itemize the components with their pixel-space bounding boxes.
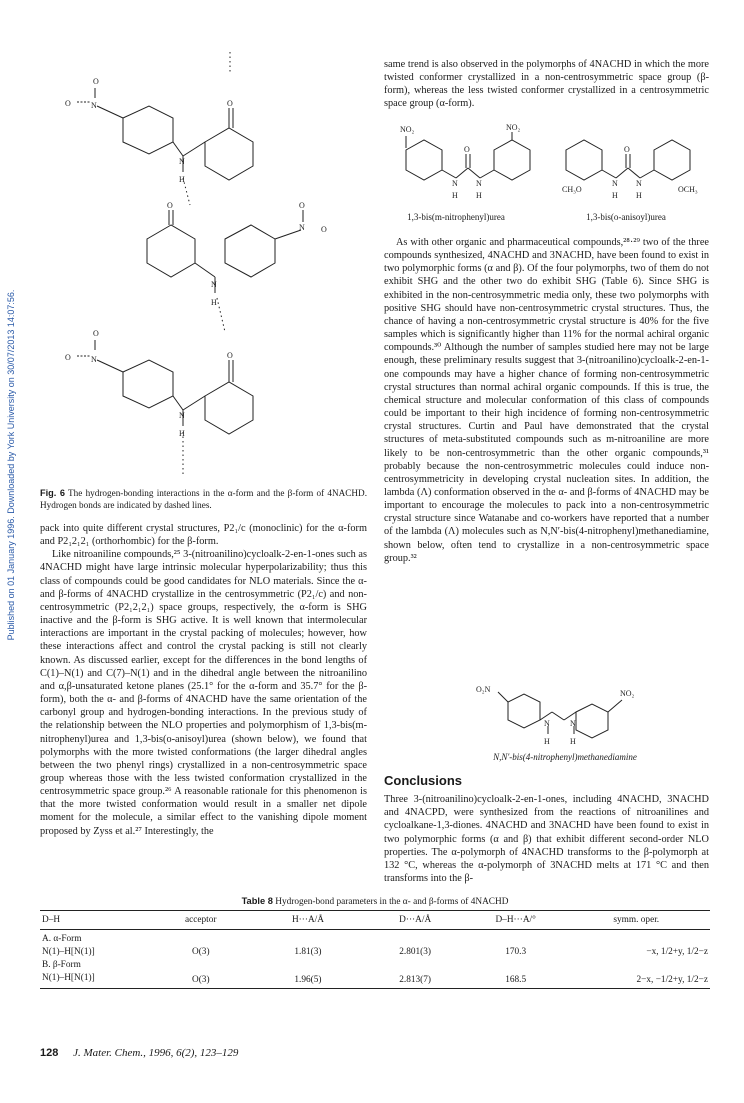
svg-text:H: H xyxy=(476,191,482,200)
svg-text:O: O xyxy=(464,145,470,154)
svg-text:CH₃O: CH₃O xyxy=(562,185,582,194)
download-watermark xyxy=(4,230,18,700)
table-8-caption xyxy=(40,896,710,907)
page-footer xyxy=(40,1047,238,1059)
table-header: H···A/Å xyxy=(254,911,361,930)
urea-structures xyxy=(386,120,708,212)
table-header: D–H···A/° xyxy=(469,911,563,930)
urea-label-m-nitrophenyl: 1,3-bis(m-nitrophenyl)urea xyxy=(407,212,505,222)
table-cell: 2−x, −1/2+y, 1/2−z xyxy=(563,972,710,989)
download-watermark-text: Published on 01 January 1996. Downloaded by York University on 30/07/2013 14:07:56. xyxy=(6,289,16,641)
figure-6-caption-text: The hydrogen-bonding interactions in the α-form and the β-form of 4NACHD. Hydrogen bonds are indicated by dashed lines. xyxy=(40,488,367,510)
body-paragraph: Like nitroaniline compounds,²⁵ 3-(nitroanilino)cycloalk-2-en-1-ones such as 4NACHD might have large intrinsic molecular hyperpolarizability; thus this class of compounds could be good candidates for NLO materials. Since the α- and β-forms of 4NACHD crystallize in the centrosymmetric (P2₁/c) and non-centrosymmetric (P2₁2₁2₁) space groups, respectively, the α-form is SHG inactive and the β-form is SHG active. It is well known that intermolecular interactions are important in the crystal packing of molecules; however, how these interactions affect and control the crystal packing is still not clearly known. As discussed earlier, except for the differences in the bond lengths of C(1)–N(1) and C(7)–N(1) and in the dihedral angle between the nitroanilino and α,β-unsaturated ketone planes (25.1° for the α-form and 35.7° for the β-form), both the α- and β-forms of 4NACHD have the same orientation of the carbonyl group and hydrogen-bonding interactions. In the previous study of the relationship between the NLO properties and polymorphism of 1,3-bis(m-nitrophenyl)urea and 1,3-bis(o-anisoyl)urea (shown below), we found that polymorphs with the more twisted conformations (the larger dihedral angles between the two phenyl rings) crystallized in a non-centrosymmetric space group whereas those with the less twisted conformation crystallized in the centrosymmetric space group.²⁶ A reasonable rationale for this phenomenon is that the more twisted conformation would result in a smaller net dipole moment for the molecule, a similar effect to the vanishing dipole moment proposed by Zyss et al.²⁷ Interestingly, the xyxy=(40,549,367,837)
svg-text:N: N xyxy=(636,179,642,188)
table-cell: 1.81(3) xyxy=(294,947,322,957)
table-cell: O(3) xyxy=(147,972,254,989)
table-cell: −x, 1/2+y, 1/2−z xyxy=(646,947,708,957)
svg-text:H: H xyxy=(211,298,217,307)
conclusions-section xyxy=(384,774,709,885)
svg-text:H: H xyxy=(452,191,458,200)
table-cell: 170.3 xyxy=(505,947,527,957)
svg-text:O: O xyxy=(624,145,630,154)
table-cell: O(3) xyxy=(192,947,210,957)
svg-text:O: O xyxy=(93,77,99,86)
table-cell: 2.813(7) xyxy=(362,972,469,989)
page-number: 128 xyxy=(40,1047,59,1059)
conclusions-heading: Conclusions xyxy=(384,773,463,788)
right-column-middle xyxy=(384,236,709,565)
svg-text:N: N xyxy=(211,280,217,289)
svg-text:N: N xyxy=(452,179,458,188)
table-header: acceptor xyxy=(147,911,254,930)
table-8-caption-text: Hydrogen-bond parameters in the α- and β-forms of 4NACHD xyxy=(275,897,509,907)
table-cell: 1.96(5) xyxy=(254,972,361,989)
table-section-row xyxy=(40,930,710,947)
svg-text:NO₂: NO₂ xyxy=(400,125,415,134)
right-column-top xyxy=(384,58,709,111)
svg-text:H: H xyxy=(612,191,618,200)
table-row xyxy=(40,972,710,989)
methanediamine-structure xyxy=(470,682,660,750)
figure-6-hydrogen-bond-diagram xyxy=(55,50,355,478)
svg-text:OCH₃: OCH₃ xyxy=(678,185,698,194)
svg-text:N: N xyxy=(570,719,576,728)
table-header: D···A/Å xyxy=(362,911,469,930)
body-paragraph: pack into quite different crystal structures, P2₁/c (monoclinic) for the α-form and P2₁2₁2₁ (orthorhombic) for the β-form. xyxy=(40,523,367,548)
svg-text:O: O xyxy=(227,351,233,360)
conclusions-paragraph: Three 3-(nitroanilino)cycloalk-2-en-1-ones, including 4NACHD, 3NACHD and 4NACPD, were synthesized from the reactions of nitroanilines and cycloalkane-1,3-diones. 4NACHD and 3NACHD have been found to exist in two polymorphic forms (α and β) that exhibit different second-order NLO properties. The α-polymorph of 4NACHD transforms to the β-polymorph at 132 °C, whereas the α-polymorph of 3NACHD melts at 171 °C and then transforms into the β- xyxy=(384,794,709,885)
table-header: D–H xyxy=(40,911,147,930)
methanediamine-label: N,N′-bis(4-nitrophenyl)methanediamine xyxy=(493,752,637,762)
svg-text:N: N xyxy=(544,719,550,728)
svg-text:NO₂: NO₂ xyxy=(620,689,635,698)
table-cell: N(1)–H[N(1)] xyxy=(42,947,95,957)
molecule-alpha-2 xyxy=(147,210,303,293)
svg-text:H: H xyxy=(636,191,642,200)
svg-text:O: O xyxy=(227,99,233,108)
svg-text:O: O xyxy=(299,201,305,210)
svg-text:O: O xyxy=(93,329,99,338)
table-section-row xyxy=(40,959,710,972)
svg-text:H: H xyxy=(179,429,185,438)
svg-text:N: N xyxy=(612,179,618,188)
table-header: symm. oper. xyxy=(563,911,710,930)
table-cell: 2.801(3) xyxy=(399,947,432,957)
svg-text:O: O xyxy=(65,353,71,362)
svg-text:O: O xyxy=(321,225,327,234)
svg-text:N: N xyxy=(91,101,97,110)
svg-text:N: N xyxy=(179,157,185,166)
journal-citation: J. Mater. Chem., 1996, 6(2), 123–129 xyxy=(73,1047,239,1059)
body-paragraph: same trend is also observed in the polymorphs of 4NACHD in which the more twisted conformer crystallized in a non-centrosymmetric space group (β-form), whereas the less twisted conformer crystallized in a centrosymmetric space group (α-form). xyxy=(384,59,709,110)
figure-6-caption xyxy=(40,488,367,511)
svg-text:H: H xyxy=(544,737,550,746)
svg-text:O₂N: O₂N xyxy=(476,685,491,694)
svg-text:N: N xyxy=(476,179,482,188)
table-8-caption-label: Table 8 xyxy=(241,896,273,906)
svg-text:N: N xyxy=(179,411,185,420)
svg-text:O: O xyxy=(65,99,71,108)
table-section-label: B. β-Form xyxy=(42,960,81,970)
svg-text:O: O xyxy=(167,201,173,210)
svg-text:H: H xyxy=(570,737,576,746)
svg-text:H: H xyxy=(179,175,185,184)
table-header-row xyxy=(40,911,710,930)
svg-text:N: N xyxy=(91,355,97,364)
table-cell: 168.5 xyxy=(469,972,563,989)
table-cell: N(1)–H[N(1)] xyxy=(40,972,147,989)
table-section-label: A. α-Form xyxy=(42,934,82,944)
table-8 xyxy=(40,910,710,989)
svg-text:NO₂: NO₂ xyxy=(506,123,521,132)
figure-6-caption-label: Fig. 6 xyxy=(40,488,65,498)
left-column xyxy=(40,488,367,838)
table-row xyxy=(40,946,710,959)
urea-label-o-anisoyl: 1,3-bis(o-anisoyl)urea xyxy=(586,212,666,222)
body-paragraph: As with other organic and pharmaceutical compounds,²⁸·²⁹ two of the three compounds synthesized, 4NACHD and 3NACHD, have been found to exist in two polymorphic forms (α and β). Of the four polymorphs, two of them do not exhibit SHG and the other two do exhibit SHG (Table 6). Since SHG is exhibited in the non-centrosymmetric media only, these two polymorphs with positive SHG should have non-centrosymmetric crystal structures. Thus, the chance of having a non-centrosymmetric crystal structure is 40% for the five samples which is significantly higher than 11% for the normal achiral organic compounds.³⁰ Although the number of samples studied here may not be large enough, these preliminary results suggest that 3-(nitroanilino)cycloalk-2-en-1-one compounds may have a higher chance of forming non-centrosymmetric crystal structures than normal achiral organic compounds. If this is true, the chemical structure and molecular conformation of this class of compounds could be important to their high incidence of forming non-centrosymmetric crystal structures. Curtin and Paul have demonstrated that the crystal structures of meta-substituted compounds such as m-nitroaniline are more likely to be non-centrosymmetric than the other organic compounds,³¹ probably because the non-centrosymmetric molecules could induce non-centrosymmetricity in developing crystal nucleation sites. In addition, the lambda (Λ) conformation observed in the α- and β-forms of 4NACHD may be important to encourage the molecules to pack into a non-centrosymmetric crystal structure since Watanabe and co-workers have reported that a number of the lambda (Λ) molecules such as N,N′-bis(4-nitrophenyl)methanediamine, shown below, often tend to crystallize in a non-centrosymmetric space group.³² xyxy=(384,237,709,564)
svg-text:N: N xyxy=(299,223,305,232)
